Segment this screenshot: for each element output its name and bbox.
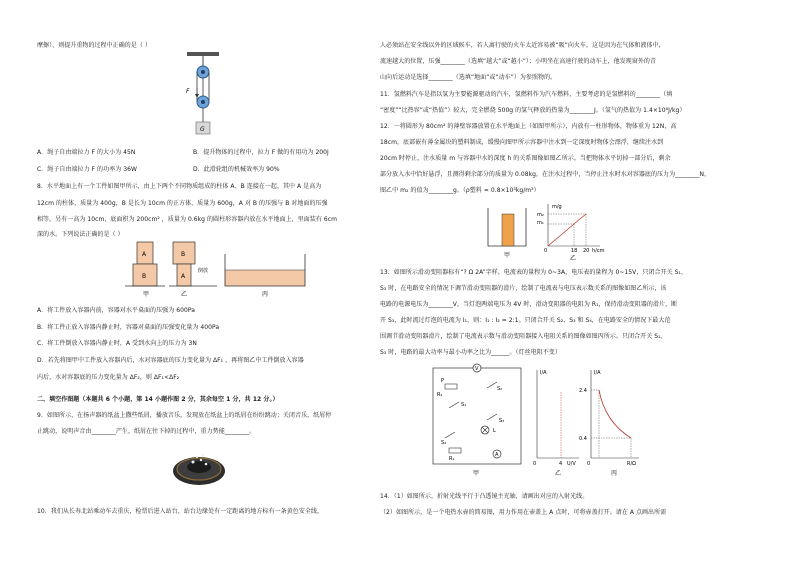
- q11-line-2: “密度”“比热容”或“热值”）较大，完全燃烧 500g 的氢气释放的热量为________J。（氢气的热值为 1.4×10⁸J/kg）: [380, 107, 686, 114]
- q8-option-b: B．将工件正放入容器内静止时，容器对桌面的压强变化量为 400Pa: [37, 324, 220, 331]
- q12-line-2: 18cm，底部嵌有薄金属块的塑料制成，缓慢向图甲所示容器中注水到一定深度时物体会漂浮，继续注水到: [380, 139, 664, 146]
- graph-yi-xlabel: U/V: [567, 461, 576, 467]
- q14-line-2: （2）如图所示，是一个电热水壶的简易图，用力作用在壶盖上 A 点时，可将壶盖打开。请在 A 点画出所需: [380, 509, 667, 516]
- label-b-jia: B: [142, 273, 147, 280]
- q12-line-1: 12．一将圆形为 80cm² 的薄壁容器放置在水平地面上（如图甲所示），内放有一柱形物体，物体重为 12N，高: [380, 123, 677, 130]
- q12-xlabel: h/cm: [592, 248, 605, 254]
- resistor-r1: [449, 448, 461, 453]
- graph-yi-tick-0: 0: [533, 461, 537, 467]
- q13-line-6: S₃ 时，电路的最大功率与最小功率之比为______。（灯丝电阻不变）: [380, 349, 561, 356]
- graph-bing-tick-24: 2.4: [579, 388, 587, 394]
- ceiling: [187, 52, 219, 56]
- graph-bing-tick-0: 0: [587, 461, 591, 467]
- label-inverted: 倒放: [198, 268, 209, 274]
- caption-jia: 甲: [143, 291, 150, 298]
- graph-bing-curve: [599, 390, 631, 438]
- water: [225, 270, 305, 286]
- q12-tick-18: 18: [571, 248, 578, 254]
- q8-line-4: 深的水。下列说法正确的是（ ）: [37, 231, 124, 238]
- label-a: A: [495, 452, 499, 458]
- q12-line-5: 图乙中 m₂ 的值为________g。（ρ塑料 = 0.8×10³kg/m³）: [380, 187, 540, 194]
- switch-s3: [487, 414, 497, 420]
- graph-bing-ylabel: I/A: [594, 370, 601, 376]
- q12-object: [502, 214, 514, 246]
- resistor-r2: [445, 384, 457, 389]
- left-column: [0, 0, 390, 562]
- q13-caption-yi: 乙: [555, 470, 562, 477]
- q10-line-3: 流速越大的位置，压强________（选填“越大”或“越小”）；小明坐在高速行驶的动车上，他发现窗外的青: [380, 58, 657, 65]
- q8-option-a: A．将工件放入容器内前，容器对水平桌面的压强为 600Pa: [37, 307, 195, 314]
- q12-tick-0: 0: [544, 248, 548, 254]
- q12-line-4: 部分放入水中恰好悬浮，且测得剩余部分的质量为 0.08kg，在注水过程中，当停止注水时水对容器底的压力为________N，: [380, 171, 711, 178]
- label-s2: S₂: [497, 386, 503, 392]
- q12-figure: [482, 200, 612, 262]
- switch-s2: [487, 382, 497, 388]
- label-s4: S₄: [441, 440, 447, 446]
- q14-line-1: 14．（1）如图所示，折射光线平行于凸透镜主光轴，请画出对应的入射光线。: [380, 493, 589, 500]
- q13-line-3: 电路的电源电压为________V，当灯泡两端电压为 4V 时，滑动变阻器的电阻为 R₁，保持滑动变阻器的滑片，断: [380, 301, 678, 308]
- q7-option-c: C．绳子自由端拉力 F 的功率为 36W: [37, 166, 137, 173]
- q12-tick-20: 20: [583, 248, 590, 254]
- graph-bing-tick-04: 0.4: [579, 436, 587, 442]
- q7-option-d: D．此滑轮组的机械效率为 90%: [193, 166, 280, 173]
- label-a-yi: A: [181, 273, 186, 280]
- q12-caption-yi: 乙: [570, 255, 577, 262]
- q7-stem-tail: 摩擦），则提升重物的过程中正确的是（ ）: [37, 42, 151, 49]
- q7-option-a: A．绳子自由端拉力 F 的大小为 45N: [37, 149, 136, 156]
- label-s3: S₃: [499, 418, 505, 424]
- q9-line-1: 9．如图所示，在扬声器的纸盆上撒些纸屑，播放音乐，发现放在纸盆上的纸屑在纷纷跳动；关闭音乐，纸屑停: [37, 412, 332, 419]
- q8-option-c: C．将工件倒放入容器内静止时，A 受到水向上的压力为 3N: [37, 340, 197, 347]
- graph-yi-ylabel: I/A: [540, 370, 547, 376]
- section-heading-2: 二、填空作图题（本题共 6 个小题，第 14 小题作图 2 分，其余每空 1 分，共 12 分。）: [37, 396, 279, 403]
- q12-ylabel: m/g: [552, 204, 562, 210]
- label-r2: R₂: [437, 392, 443, 398]
- q11-line-1: 11．氢燃料汽车是指以氢为主要能源驱动的汽车，氢燃料作为汽车燃料，主要考虑的是氢燃料的________（填: [380, 91, 673, 98]
- q9-line-2: 止跳动，说明声音由________产生，纸屑在往下掉的过程中，重力势能________。: [37, 428, 256, 435]
- q8-line-1: 8．水平地面上有一个工件如图甲所示，由上下两个不同物质组成的柱体 A、B 连接在一起，其中 A 是高为: [37, 183, 322, 190]
- label-s1: S₁: [461, 402, 467, 408]
- graph-bing-xlabel: R/Ω: [627, 461, 636, 467]
- graph-yi-tick-4: 4: [559, 461, 563, 467]
- circuit-outline: [433, 368, 521, 464]
- q13-line-2: S₃ 时，在电路安全的情况下调节滑动变阻器的滑片，绘制了电流表与电压表示数关系的图像如图乙所示，该: [380, 285, 667, 292]
- caption-bing: 丙: [262, 291, 269, 298]
- q13-line-1: 13．如图所示滑动变阻器标有“? Ω 2A”字样，电流表的量程为 0~3A，电压表的量程为 0~15V，只闭合开关 S₁、: [380, 269, 687, 276]
- label-a-jia: A: [142, 251, 147, 258]
- label-r1: R₁: [449, 456, 455, 462]
- speaker-figure: [171, 447, 227, 487]
- label-v: V: [475, 366, 479, 372]
- q12-curve: [548, 214, 586, 246]
- q10-line-4: 山向后运动是选择________（选填“地面”或“动车”）为参照物的。: [380, 74, 557, 81]
- q12-m1: m₁: [537, 220, 544, 226]
- switch-s1: [449, 402, 459, 408]
- q13-caption-jia: 甲: [473, 470, 480, 477]
- q7-option-b: B．提升物体的过程中，拉力 F 做的有用功为 200J: [193, 149, 329, 156]
- label-b-yi: B: [181, 251, 186, 258]
- q13-line-5: 围调节滑动变阻器滑片，绘制了电流表示数与滑动变阻器接入电阻关系的图像如图丙所示。只闭合开关 S₁、: [380, 333, 667, 340]
- q10-line-1: 10．我们从长寿北站乘动车去重庆，检票后进入站台，站台边缘处有一定距离的地方标有一条黄色安全线，: [37, 508, 324, 515]
- label-l: L: [493, 428, 496, 434]
- q13-figure: [427, 362, 647, 482]
- switch-s4: [445, 432, 455, 438]
- q8-line-3: 相等。另有一高为 10cm，底面积为 200cm² ，质量为 0.6kg 的圆柱形容器内放在水平地面上，里面装有 6cm: [37, 216, 338, 223]
- label-g: G: [200, 126, 205, 133]
- q8-option-d-1: D．若先将图甲中工件放入容器内后，水对容器底的压力变化量为 ΔF₁ ，再将图乙中工件倒放入容器: [37, 357, 304, 364]
- q12-line-3: 20cm 时停止，注水质量 m 与容器中水的深度 h 的关系图像如图乙所示。当把物体水平切掉一部分后，剩余: [380, 155, 671, 162]
- label-f: F: [186, 88, 190, 95]
- blocks-figure: [121, 240, 313, 302]
- q8-option-d-2: 内后，水对容器底的压力变化量为 ΔF₂，则 ΔF₁<ΔF₂: [37, 374, 180, 381]
- q12-caption-jia: 甲: [504, 252, 511, 259]
- q10-line-2: 人必须站在安全线以外的区域候车，若人离行驶的火车太近容易被“吸”向火车，这是因为在气体和液体中，: [380, 42, 665, 49]
- q8-line-2: 12cm 的柱体，质量为 400g，B 是长为 10cm 的正方体，质量为 600g，A 对 B 的压强与 B 对地面的压强: [37, 200, 328, 207]
- right-column: [380, 0, 787, 562]
- q13-caption-bing: 丙: [611, 470, 618, 477]
- label-p: P: [441, 378, 445, 384]
- caption-yi: 乙: [181, 291, 188, 298]
- q12-m2: m₂: [537, 212, 544, 218]
- pulley-figure: [183, 52, 225, 144]
- q13-line-4: 开 S₃，此时流过灯泡的电流为 I₁，则：I₁ : I₂ = 2:1。只闭合开关 S₂、S₃ 和 S₄，在电路安全的情况下最大范: [380, 317, 671, 324]
